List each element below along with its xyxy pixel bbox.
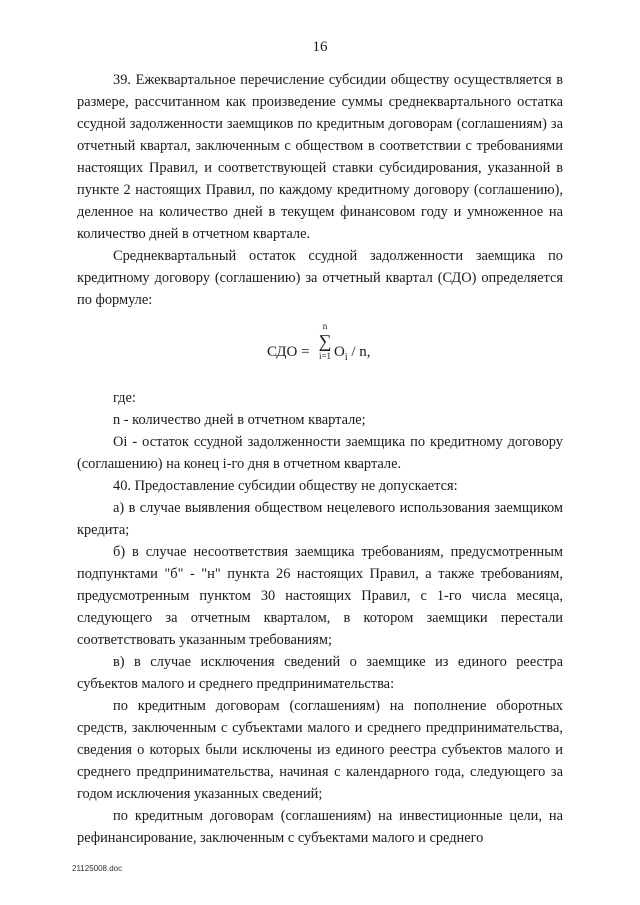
paragraph-40-v-2: по кредитным договорам (соглашениям) на инвестиционные цели, на рефинансирование, заключенным с субъектами малого и среднего: [77, 808, 563, 846]
paragraph-40: 40. Предоставление субсидии обществу не допускается:: [113, 478, 458, 494]
page-number: 16: [312, 39, 328, 55]
formula-tail: / n,: [351, 344, 371, 360]
formula-sum-lower: i=1: [318, 351, 332, 361]
paragraph-39: 39. Ежеквартальное перечисление субсидии обществу осуществляется в размере, рассчитанном как произведение суммы среднеквартального остатка ссудной задолженности заемщиков по кредитным договорам (соглашениям) за отчетный квартал, заключенным с обществом в соответствии с требованиями настоящих Правил, и соответствующей ставки субсидирования, указанной в пункте 2 настоящих Правил, по каждому кредитному договору (соглашению), деленное на количество дней в текущем финансовом году и умноженное на количество дней в отчетном квартале.: [77, 72, 563, 242]
formula-sum-upper: n: [322, 321, 328, 331]
paragraph-n-definition: n - количество дней в отчетном квартале;: [113, 412, 366, 428]
paragraph-oi-definition: Oi - остаток ссудной задолженности заемщика по кредитному договору (соглашению) на конец i-го дня в отчетном квартале.: [77, 434, 563, 472]
formula-rhs: [334, 341, 371, 369]
sdo-formula: [77, 315, 563, 387]
paragraph-40-b: б) в случае несоответствия заемщика требованиям, предусмотренным подпунктами "б" - "н" пункта 26 настоящих Правил, а также требованиям, предусмотренным пунктом 30 настоящих Правил, с 1-го числа месяца, следующего за отчетным кварталом, в котором заемщики перестали соответствовать указанным требованиям;: [77, 544, 563, 648]
formula-sum: [315, 321, 335, 361]
document-body: [77, 69, 563, 849]
paragraph-40-v: в) в случае исключения сведений о заемщике из единого реестра субъектов малого и среднего предпринимательства:: [77, 654, 563, 692]
paragraph-sdo-intro: Среднеквартальный остаток ссудной задолженности заемщика по кредитному договору (соглашению) за отчетный квартал (СДО) определяется по формуле:: [77, 248, 563, 308]
paragraph-40-v-1: по кредитным договорам (соглашениям) на пополнение оборотных средств, заключенным с субъектами малого и среднего предпринимательства, сведения о которых были исключены из единого реестра субъектов малого и среднего предпринимательства, начиная с календарного года, следующего за годом исключения указанных сведений;: [77, 698, 563, 802]
paragraph-where: где:: [113, 390, 136, 406]
formula-term-sub: i: [344, 352, 348, 363]
formula-lhs: СДО =: [267, 344, 310, 360]
footer-filename: 21125008.doc: [72, 864, 123, 873]
sigma-icon: ∑: [318, 331, 332, 351]
paragraph-40-a: а) в случае выявления обществом нецелевого использования заемщиком кредита;: [77, 500, 563, 538]
formula-term: O: [334, 344, 345, 360]
